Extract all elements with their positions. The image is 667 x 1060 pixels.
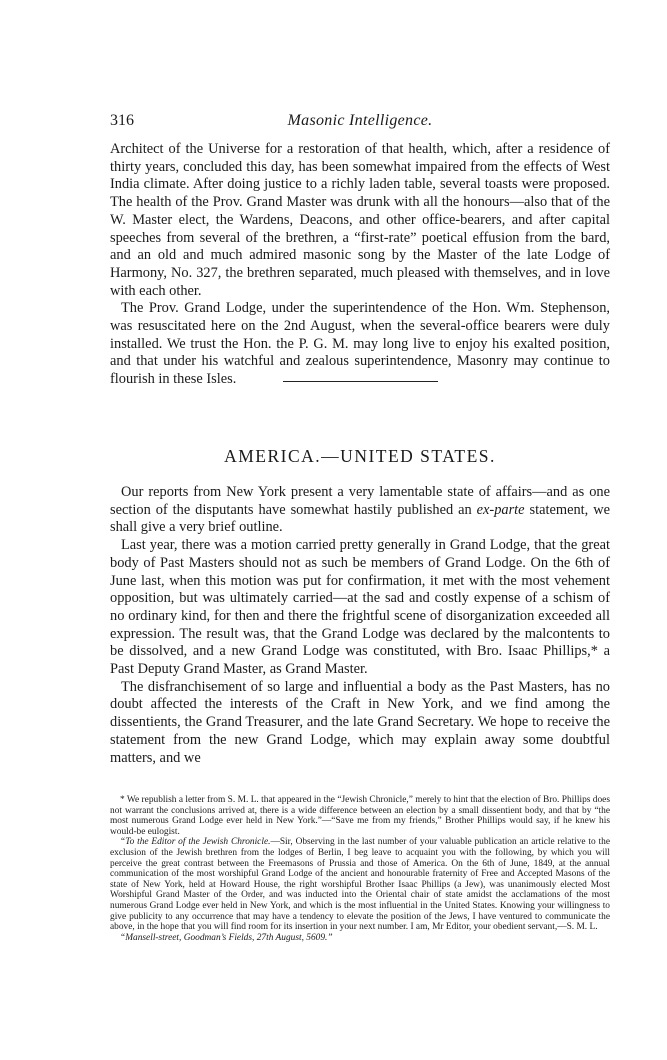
journal-title: Masonic Intelligence.: [287, 112, 433, 129]
footnote: * We republish a letter from S. M. L. that appeared in the “Jewish Chronicle,” merely to hint that the election of Bro. Phillips does not warrant the conclusions arrived at, there is a wide difference between an election by a small dissentient body, and that by “the most numerous Grand Lodge ever held in New York.”—“Save me from my friends,” Brother Phillips would say, if he knew his would-be eulogist.: [110, 795, 610, 837]
section-america: [110, 484, 610, 767]
paragraph: The disfranchisement of so large and influential a body as the Past Masters, has no doubt affected the interests of the Craft in New York, and we find among the dissentients, the Grand Treasurer, and the late Grand Secretary. We hope to receive the statement from the new Grand Lodge, which may explain away some doubtful matters, and we: [110, 678, 610, 766]
section-masonic-report: [110, 141, 610, 389]
paragraph: The Prov. Grand Lodge, under the superintendence of the Hon. Wm. Stephenson, was resuscitated here on the 2nd August, when the several-office bearers were duly installed. We trust the Hon. the P. G. M. may long live to enjoy his exalted position, and that under his watchful and zealous superintendence, Masonry may continue to flourish in these Isles.: [110, 300, 610, 388]
section-divider: [283, 381, 438, 382]
running-head: [110, 112, 610, 134]
footnote: [110, 837, 610, 932]
section-heading: AMERICA.—UNITED STATES.: [224, 446, 496, 466]
footnote-text: —Sir, Observing in the last number of your valuable publication an article relative to the exclusion of the Jewish brethren from the lodges of Berlin, I beg leave to acquaint you with the following, by which you will perceive the great contrast between the Freemasons of Prussia and those of America. On the 6th of June, 1849, at the annual communication of the most worshipful Grand Lodge of the ancient and honourable fraternity of Free and Accepted Masons of the state of New York, held at Howard House, the right worshipful Brother Isaac Phillips (a Jew), was unanimously elected Most Worshipful Grand Master of the Order, and was inducted into the Oriental chair of state amidst the acclamations of the most numerous Grand Lodge ever held in New York, and which is the most influential in the United States. Knowing your willingness to give publicity to any occurrence that may have a tendency to elevate the position of the Jews, I have ventured to communicate the above, in the hope that you will find room for its insertion in your next number. I am, Mr Editor, your obedient servant,—S. M. L.: [110, 837, 610, 933]
footnotes: [110, 795, 610, 943]
footnote-italic: “To the Editor of the Jewish Chronicle.: [120, 837, 271, 848]
paragraph-text: Our reports from New York present a very lamentable state of affairs—and as one section of the disputants have somewhat hastily published an: [110, 484, 610, 518]
paragraph-text: statement, we shall give a very brief outline.: [110, 501, 610, 536]
paragraph: Last year, there was a motion carried pretty generally in Grand Lodge, that the great body of Past Masters should not as such be members of Grand Lodge. On the 6th of June last, when this motion was put for confirmation, it met with the most vehement opposition, but was ultimately carried—at the sad and costly expense of a schism of no ordinary kind, for then and there the frightful scene of disorganization exceeded all expression. The result was, that the Grand Lodge was declared by the malcontents to be dissolved, and a new Grand Lodge was constituted, with Bro. Isaac Phillips,* a Past Deputy Grand Master, as Grand Master.: [110, 537, 610, 678]
page-number: 316: [110, 112, 134, 129]
paragraph: [110, 484, 610, 537]
paragraph: Architect of the Universe for a restoration of that health, which, after a residence of thirty years, concluded this day, has been somewhat impaired from the effects of West India climate. After doing justice to a richly laden table, several toasts were proposed. The health of the Prov. Grand Master was drunk with all the honours—also that of the W. Master elect, the Wardens, Deacons, and other office-bearers, and after capital speeches from several of the brethren, a “first-rate” poetical effusion from the bard, and an old and much admired masonic song by the Master of the late Lodge of Harmony, No. 327, the brethren separated, much pleased with themselves, and in love with each other.: [110, 141, 610, 299]
footnote-signature: “Mansell-street, Goodman’s Fields, 27th August, 5609.”: [120, 932, 333, 943]
italic-term: ex-parte: [476, 501, 525, 518]
